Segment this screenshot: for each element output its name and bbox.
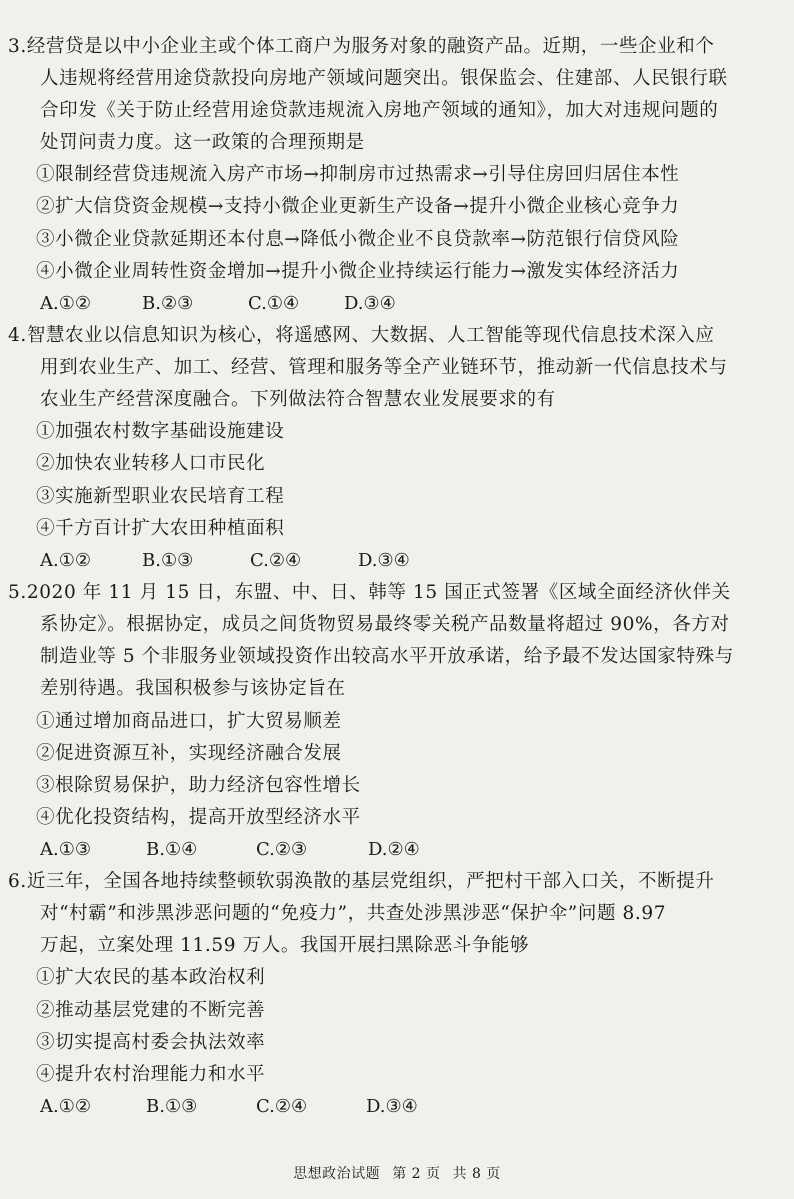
question-4-option-1: ①加强农村数字基础设施建设 <box>36 421 285 442</box>
question-4-choice-a: A.①② <box>40 550 91 571</box>
question-3-option-1: ①限制经营贷违规流入房产市场→抑制房市过热需求→引导住房回归居住本性 <box>36 164 680 185</box>
question-6-choice-c: C.②④ <box>256 1096 308 1117</box>
question-6-stem-line-1: 6.近三年，全国各地持续整顿软弱涣散的基层党组织，严把村干部入口关，不断提升 <box>8 871 715 892</box>
question-5-option-3: ③根除贸易保护，助力经济包容性增长 <box>36 775 361 796</box>
question-5-choice-d: D.②④ <box>368 839 420 860</box>
question-3-option-2: ②扩大信贷资金规模→支持小微企业更新生产设备→提升小微企业核心竞争力 <box>36 196 680 217</box>
question-3-option-3: ③小微企业贷款延期还本付息→降低小微企业不良贷款率→防范银行信贷风险 <box>36 229 680 250</box>
question-3-choice-b: B.②③ <box>142 293 194 314</box>
question-4-choice-b: B.①③ <box>142 550 194 571</box>
question-6-choice-b: B.①③ <box>146 1096 198 1117</box>
question-3-stem-line-2: 人违规将经营用途贷款投向房地产领域问题突出。银保监会、住建部、人民银行联 <box>40 68 728 89</box>
question-5-answer-choices <box>40 839 420 861</box>
question-4-choice-c: C.②④ <box>250 550 302 571</box>
question-5-choice-b: B.①④ <box>146 839 198 860</box>
question-6-choice-d: D.③④ <box>366 1096 418 1117</box>
question-5-option-1: ①通过增加商品进口，扩大贸易顺差 <box>36 711 342 732</box>
question-5-stem-line-4: 差别待遇。我国积极参与该协定旨在 <box>40 678 346 699</box>
question-6-choice-a: A.①② <box>40 1096 91 1117</box>
question-5-choice-c: C.②③ <box>256 839 308 860</box>
page-footer <box>0 1165 794 1183</box>
footer-subject: 思想政治试题 <box>293 1166 381 1182</box>
question-5-option-4: ④优化投资结构，提高开放型经济水平 <box>36 807 361 828</box>
question-3-answer-choices <box>40 293 396 315</box>
question-5-stem-line-3: 制造业等 5 个非服务业领域投资作出较高水平开放承诺，给予最不发达国家特殊与 <box>40 646 734 667</box>
question-4-answer-choices <box>40 550 410 572</box>
footer-total-pages: 共 8 页 <box>452 1166 501 1182</box>
question-6-option-1: ①扩大农民的基本政治权利 <box>36 967 266 988</box>
question-3-stem-line-4: 处罚问责力度。这一政策的合理预期是 <box>40 132 365 153</box>
footer-page-number: 第 2 页 <box>392 1166 441 1182</box>
question-6-stem-line-3: 万起，立案处理 11.59 万人。我国开展扫黑除恶斗争能够 <box>40 935 530 956</box>
question-4-choice-d: D.③④ <box>358 550 410 571</box>
question-5-option-2: ②促进资源互补，实现经济融合发展 <box>36 743 342 764</box>
question-4-stem-line-3: 农业生产经营深度融合。下列做法符合智慧农业发展要求的有 <box>40 389 556 410</box>
question-4-stem-line-2: 用到农业生产、加工、经营、管理和服务等全产业链环节，推动新一代信息技术与 <box>40 357 728 378</box>
question-3-stem-line-3: 合印发《关于防止经营用途贷款违规流入房地产领域的通知》，加大对违规问题的 <box>40 100 719 121</box>
question-6-option-3: ③切实提高村委会执法效率 <box>36 1032 266 1053</box>
question-4-stem-line-1: 4.智慧农业以信息知识为核心，将遥感网、大数据、人工智能等现代信息技术深入应 <box>8 325 715 346</box>
question-3-option-4: ④小微企业周转性资金增加→提升小微企业持续运行能力→激发实体经济活力 <box>36 261 680 282</box>
question-3-choice-a: A.①② <box>40 293 91 314</box>
question-6-answer-choices <box>40 1096 418 1118</box>
question-5-stem-line-1: 5.2020 年 11 月 15 日，东盟、中、日、韩等 15 国正式签署《区域全面经济伙伴关 <box>8 582 731 603</box>
question-4-option-4: ④千方百计扩大农田种植面积 <box>36 518 285 539</box>
question-5-choice-a: A.①③ <box>40 839 91 860</box>
question-5-stem-line-2: 系协定》。根据协定，成员之间货物贸易最终零关税产品数量将超过 90%，各方对 <box>40 614 730 635</box>
question-3-stem-line-1: 3.经营贷是以中小企业主或个体工商户为服务对象的融资产品。近期，一些企业和个 <box>8 36 715 57</box>
question-6-option-2: ②推动基层党建的不断完善 <box>36 1000 266 1021</box>
question-4-option-3: ③实施新型职业农民培育工程 <box>36 486 285 507</box>
question-4-option-2: ②加快农业转移人口市民化 <box>36 453 266 474</box>
question-3-choice-d: D.③④ <box>344 293 396 314</box>
question-3-choice-c: C.①④ <box>248 293 300 314</box>
question-6-stem-line-2: 对“村霸”和涉黑涉恶问题的“免疫力”，共查处涉黑涉恶“保护伞”问题 8.97 <box>40 903 667 924</box>
question-6-option-4: ④提升农村治理能力和水平 <box>36 1064 266 1085</box>
